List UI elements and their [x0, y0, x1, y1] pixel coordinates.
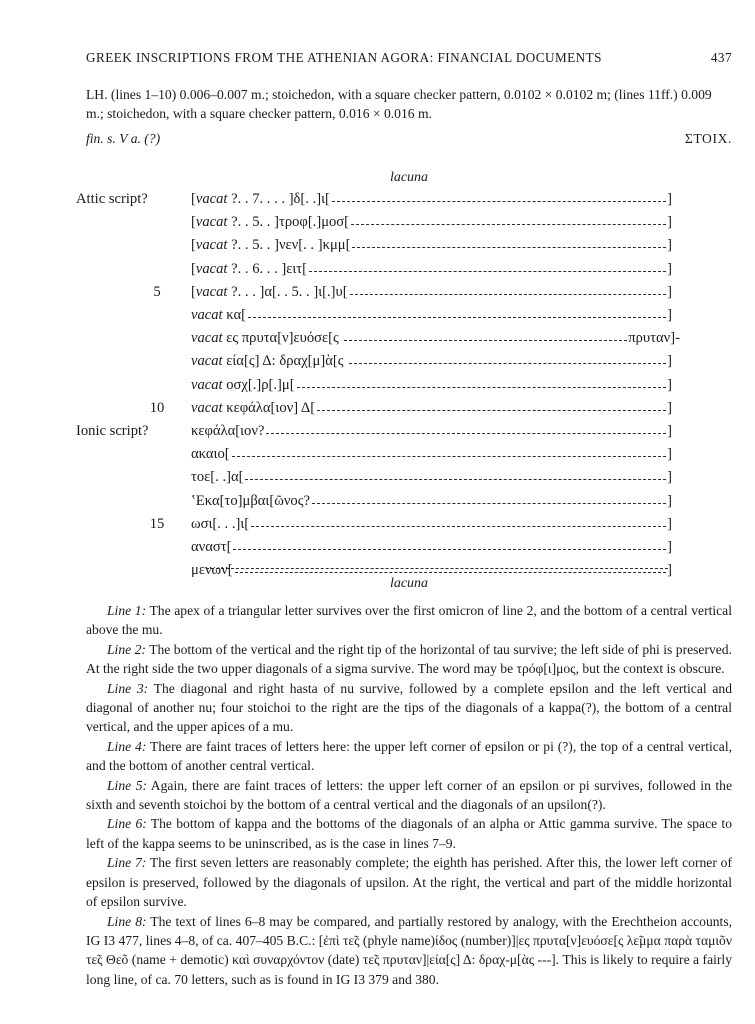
- line-reference: Line 3:: [107, 680, 149, 696]
- commentary-text: The apex of a triangular letter survives over the first omicron of line 2, and the bottom of a central vertical above the mu.: [86, 603, 732, 638]
- line-end: ]: [667, 376, 672, 393]
- line-number: 15: [149, 515, 165, 532]
- inscription-line: [0, 469, 755, 489]
- commentary-paragraph: [86, 737, 732, 776]
- lacuna-dashes: [349, 363, 666, 364]
- commentary-text: The bottom of kappa and the bottoms of the diagonals of an alpha or Attic gamma survive. The space to left of the kappa seems to be uninscribed, as is the case in lines 7–9.: [86, 816, 733, 851]
- running-head: [86, 50, 732, 66]
- date: fin. s. V a. (?): [86, 131, 161, 146]
- line-text: τοε[. .]α[: [191, 469, 244, 486]
- inscription-line: [0, 446, 755, 466]
- commentary-paragraph: [86, 601, 732, 640]
- letter-height-description: LH. (lines 1–10) 0.006–0.007 m.; stoichedon, with a square checker pattern, 0.0102 × 0.0102 m; (lines 11ff.) 0.009 m.; stoichedon, with a square checker pattern, 0.016 × 0.016 m.: [86, 87, 712, 122]
- running-title: GREEK INSCRIPTIONS FROM THE ATHENIAN AGORA: FINANCIAL DOCUMENTS: [86, 50, 602, 65]
- inscription-line: [0, 516, 755, 536]
- commentary-paragraph: [86, 776, 732, 815]
- line-end: ]: [667, 515, 672, 532]
- stoichedon-label: ΣΤΟΙΧ.: [684, 131, 732, 146]
- lacuna-dashes: [251, 526, 666, 527]
- commentary-text: Again, there are faint traces of letters: the upper left corner of an epsilon or pi survives, followed in the sixth and seventh stoichoi by the bottom of a central vertical and the diagonals of an upsilon(?).: [86, 777, 733, 813]
- lacuna-dashes: [233, 549, 666, 550]
- lacuna-dashes: [350, 294, 667, 295]
- commentary-text: The text of lines 6–8 may be compared, and partially restored by analogy, with the Erechtheion accounts, IG I3 477, lines 4–8, of ca. 407–405 B.C.: [ἐπὶ τε̃ς (phyle name)ίδος (number)]|ες πρυτα[ν]ευόσε[ς λε̃μμα παρὰ ταμιõν τε̃ς Θεõ (name + demotic) καὶ συναρχόντον (date) τε̃ς πρυταν]|εία[ς] Δ: δραχ-μ[ὰς ---]. This is likely to require a fairly long line, of ca. 70 letters, such as is found in IG I3 379 and 380.: [86, 913, 733, 987]
- lacuna-top: lacuna: [389, 170, 429, 185]
- line-end: ]: [667, 283, 672, 300]
- inscription-line: [0, 214, 755, 234]
- line-text: [vacat ?. . 5. . ]νεν[. . ]κμμ[: [191, 237, 351, 254]
- inscription-line: [0, 330, 755, 350]
- commentary-paragraph: [86, 640, 732, 679]
- inscription-line: [0, 493, 755, 513]
- line-text: ωσι[. . .]ι[: [191, 515, 250, 532]
- line-end: ]: [667, 539, 672, 555]
- inscription-line: [0, 353, 755, 373]
- script-label: Attic script?: [76, 191, 148, 207]
- lacuna-bottom: lacuna: [389, 576, 429, 591]
- line-text: μενων[: [191, 562, 233, 579]
- line-text: αναστ[: [191, 539, 232, 555]
- line-text: vacat ες πρυτα[ν]ευόσε[ς: [191, 330, 343, 347]
- lacuna-dashes: [232, 456, 667, 457]
- lacuna-dashes: [309, 271, 666, 272]
- lacuna-dashes: [352, 247, 666, 248]
- line-end: ]: [667, 214, 672, 231]
- line-reference: Line 2:: [107, 641, 146, 657]
- inscription-line: [0, 307, 755, 327]
- lacuna-dashes: [235, 572, 667, 573]
- line-reference: Line 1:: [107, 603, 147, 618]
- line-text: ʽΕκα[το]μβαι[ῶνος?: [191, 492, 310, 509]
- lacuna-dashes: [344, 340, 627, 341]
- line-end: ]: [667, 492, 672, 509]
- line-end: ]: [667, 307, 672, 323]
- line-text: ακαιο[: [191, 446, 230, 463]
- commentary-paragraph: [86, 912, 732, 990]
- commentary: [86, 601, 732, 989]
- inscription-line: [0, 539, 755, 559]
- lacuna-dashes: [266, 433, 666, 434]
- lacuna-dashes: [297, 387, 667, 388]
- line-end: ]: [667, 260, 672, 277]
- page-number: 437: [710, 50, 732, 65]
- line-end: ]: [667, 423, 672, 439]
- line-text: [vacat ?. . 5. . ]τροφ[.]μοσ[: [191, 214, 350, 231]
- line-text: vacat κα[: [191, 307, 246, 323]
- lacuna-dashes: [332, 201, 666, 202]
- line-end: ]: [667, 237, 672, 254]
- commentary-text: The first seven letters are reasonably complete; the eighth has perished. After this, the lower left corner of epsilon is preserved, followed by the diagonals of upsilon. At the right, the vertical and part of the middle horizontal of epsilon survive.: [86, 855, 732, 910]
- line-text: κεφάλα[ιον?: [191, 423, 265, 439]
- commentary-text: There are faint traces of letters here: the upper left corner of epsilon or pi (?), the top of a central vertical, and the bottom of another central vertical.: [86, 738, 732, 774]
- lacuna-dashes: [317, 410, 666, 411]
- line-end: ]: [667, 399, 672, 416]
- lacuna-dashes: [248, 317, 666, 318]
- commentary-paragraph: [86, 853, 732, 911]
- dateline: [86, 131, 732, 147]
- inscription-line: [0, 377, 755, 397]
- commentary-paragraph: [86, 814, 732, 853]
- line-end: ]: [667, 562, 672, 579]
- inscription-line: [0, 191, 755, 211]
- line-end: ]: [667, 353, 672, 370]
- inscription-line: [0, 284, 755, 304]
- commentary-text: The bottom of the vertical and the right tip of the horizontal of tau survive; the left side of phi is preserved. At the right side the two upper diagonals of a sigma survive. The word may be τρόφ[ι]μος, but the context is obscure.: [86, 641, 733, 677]
- line-text: [vacat ?. . 6. . . ]ειτ[: [191, 260, 308, 277]
- line-reference: Line 7:: [107, 855, 147, 871]
- line-reference: Line 4:: [107, 738, 147, 754]
- inscription-line: [0, 400, 755, 420]
- line-end: ]: [667, 191, 672, 207]
- line-reference: Line 8:: [107, 913, 147, 929]
- script-label: Ionic script?: [76, 423, 149, 439]
- line-reference: Line 6:: [107, 816, 147, 832]
- line-reference: Line 5:: [107, 777, 148, 793]
- line-text: [vacat ?. . . ]α[. . 5. . ]ι[.]υ[: [191, 283, 348, 300]
- lacuna-dashes: [245, 479, 666, 480]
- commentary-text: The diagonal and right hasta of nu survive, followed by a complete epsilon and the left vertical and diagonal of another nu; four stoichoi to the right are the tips of the diagonals of a kappa(?), the bottom of a central vertical, and the upper apices of a mu.: [86, 680, 732, 735]
- line-text: vacat κεφάλα[ιον] Δ[: [191, 399, 316, 416]
- line-number: 5: [153, 283, 161, 300]
- line-text: [vacat ?. . 7. . . . ]δ[. .]ι[: [191, 191, 330, 207]
- commentary-paragraph: [86, 679, 732, 737]
- line-end: ]: [667, 469, 672, 486]
- lacuna-dashes: [312, 503, 666, 504]
- inscription-line: [0, 261, 755, 281]
- inscription-line: [0, 237, 755, 257]
- line-end: ]: [667, 446, 672, 463]
- line-text: vacat εία[ς] Δ: δραχ[μ]ὰ[ς: [191, 353, 348, 370]
- lacuna-rule: [206, 568, 668, 569]
- line-text: vacat οσχ[.]ρ[.]μ[: [191, 376, 295, 393]
- line-end: πρυταν]-: [628, 330, 680, 347]
- line-number: 10: [149, 399, 165, 416]
- inscription-line: [0, 423, 755, 443]
- lacuna-dashes: [351, 224, 666, 225]
